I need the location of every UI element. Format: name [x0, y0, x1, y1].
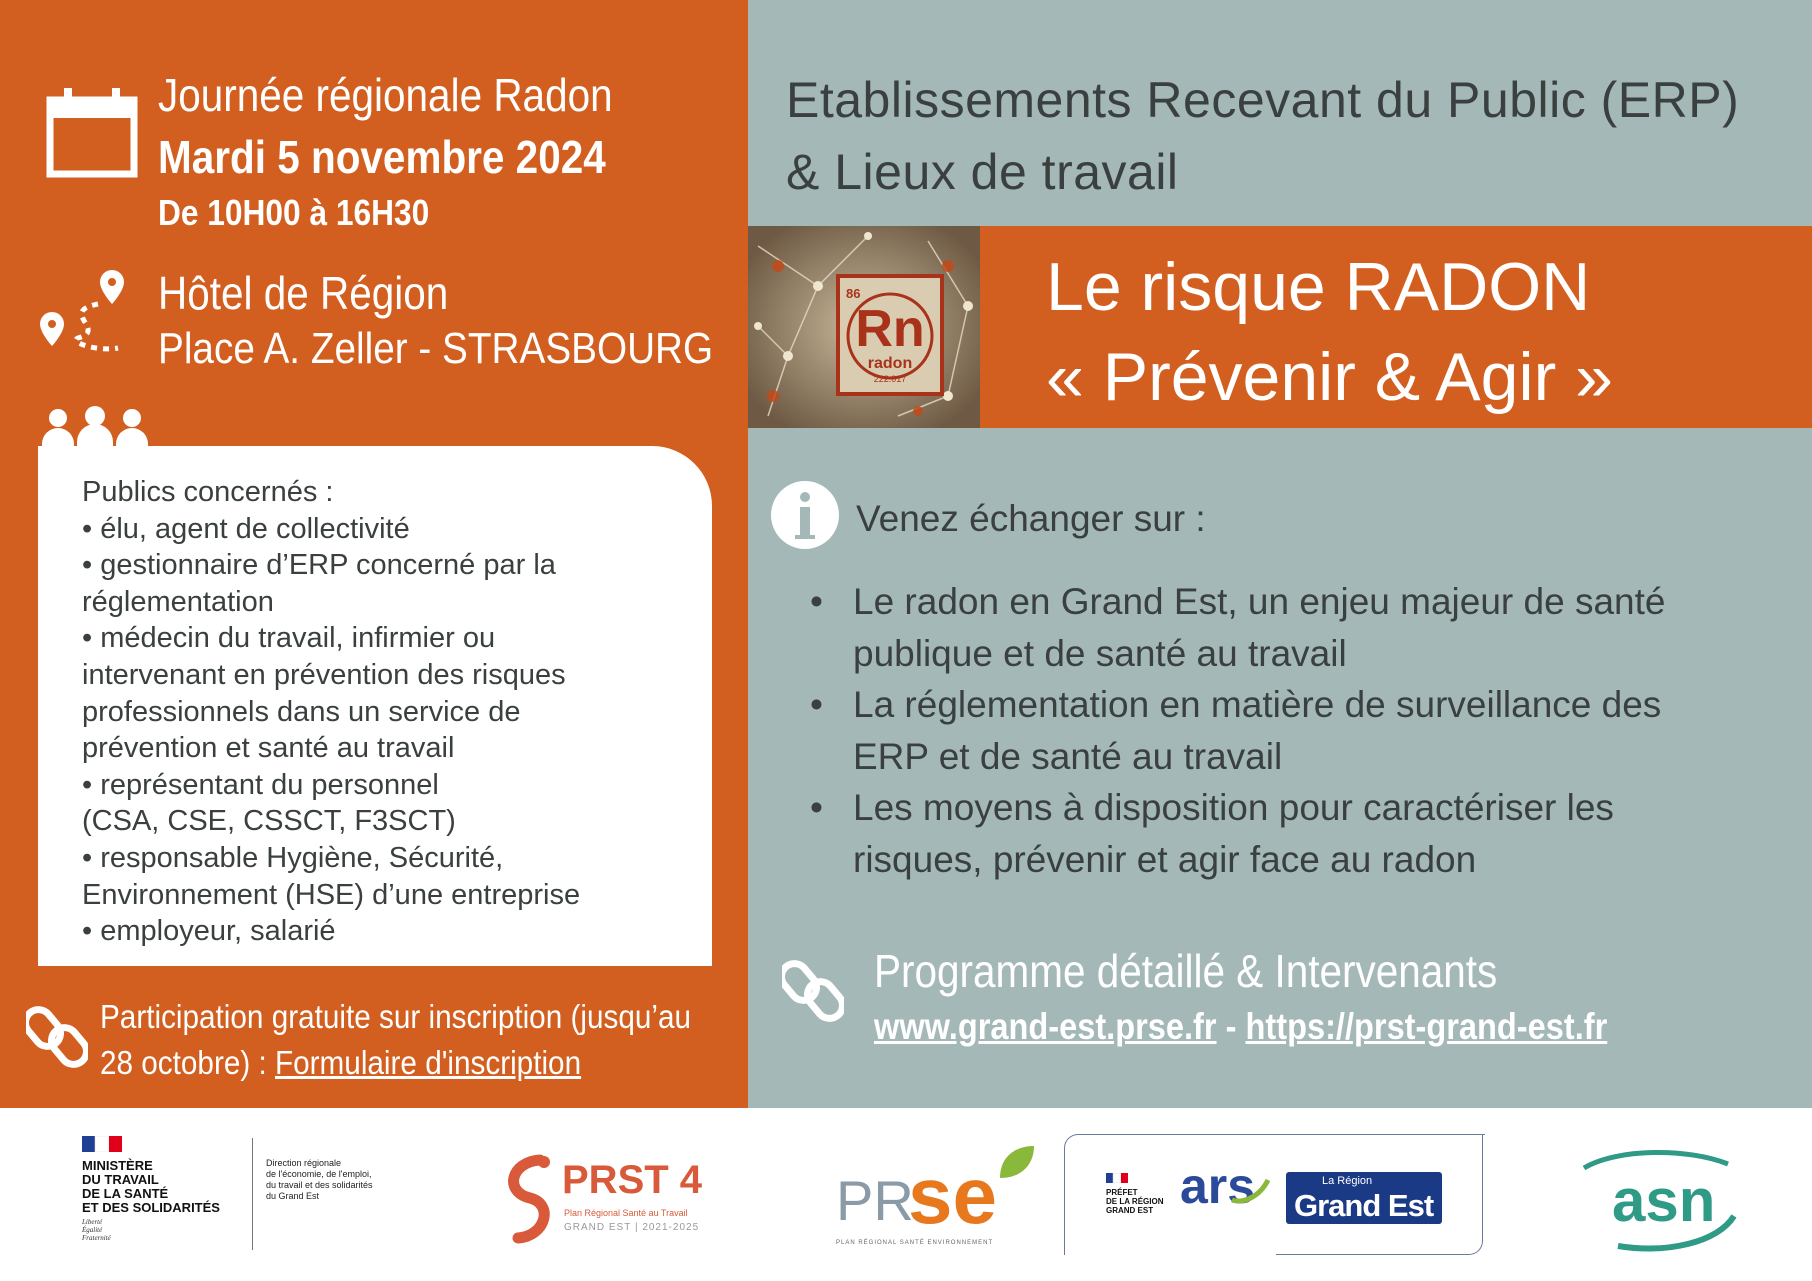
event-title: Journée régionale Radon	[158, 69, 613, 121]
info-intro: Venez échanger sur :	[856, 498, 1206, 539]
direction-regionale-text	[266, 1158, 373, 1202]
ars-swoosh-icon	[1230, 1176, 1270, 1206]
event-time: De 10H00 à 16H30	[158, 192, 430, 233]
asn-text: asn	[1612, 1167, 1716, 1234]
programme-links	[874, 1006, 1607, 1048]
topics-list	[810, 576, 1800, 885]
bullet-icon: •	[810, 581, 823, 622]
prefet-line: PRÉFET	[1106, 1188, 1138, 1197]
french-flag-small-icon	[1106, 1173, 1128, 1183]
prse-se: se	[908, 1151, 997, 1240]
ministere-line: MINISTÈRE	[82, 1158, 153, 1173]
topic-line: Le radon en Grand Est, un enjeu majeur de santé	[853, 581, 1666, 622]
venue-address: Place A. Zeller - STRASBOURG	[158, 324, 714, 373]
calendar-icon	[46, 86, 138, 178]
publics-line: professionnels dans un service de	[82, 695, 521, 728]
bullet-icon: •	[810, 787, 823, 828]
topic-line: La réglementation en matière de surveillance des	[853, 684, 1662, 725]
programme-title: Programme détaillé & Intervenants	[874, 945, 1498, 997]
location-route-icon	[38, 268, 126, 360]
prse-website-link[interactable]: www.grand-est.prse.fr	[874, 1006, 1217, 1047]
prse-subtitle: PLAN RÉGIONAL SANTÉ ENVIRONNEMENT	[836, 1240, 994, 1246]
participation-text	[100, 994, 692, 1086]
risk-title	[1046, 242, 1613, 422]
radon-network-illustration	[748, 226, 980, 428]
topic-line: risques, prévenir et agir face au radon	[853, 838, 1477, 880]
info-icon	[770, 480, 840, 550]
publics-heading: Publics concernés :	[82, 476, 334, 508]
ministere-line: DE LA SANTÉ	[82, 1186, 169, 1201]
region-grand-est-logo	[1286, 1172, 1442, 1224]
venue-name: Hôtel de Région	[158, 267, 449, 319]
topic-item	[810, 576, 1800, 679]
element-symbol: Rn	[855, 300, 925, 358]
prefet-line: DE LA RÉGION	[1106, 1197, 1164, 1206]
publics-line: • élu, agent de collectivité	[82, 512, 410, 545]
links-separator: -	[1216, 1006, 1246, 1047]
publics-line: • gestionnaire d’ERP concerné par la	[82, 549, 556, 582]
topic-item	[810, 782, 1800, 885]
erp-heading-line2: & Lieux de travail	[786, 144, 1179, 200]
prefet-logo	[1106, 1170, 1163, 1215]
devise-line: Égalité	[82, 1226, 103, 1234]
region-big-text: Grand Est	[1294, 1188, 1434, 1223]
publics-line: intervenant en prévention des risques	[82, 658, 566, 691]
direction-line: du Grand Est	[266, 1191, 320, 1201]
direction-line: du travail et des solidarités	[266, 1180, 373, 1190]
prst-swirl-icon	[500, 1152, 556, 1244]
topic-line: publique et de santé au travail	[853, 632, 1347, 674]
bullet-icon: •	[810, 684, 823, 725]
programme-link-icon	[782, 958, 844, 1024]
prst-region: GRAND EST | 2021-2025	[564, 1222, 700, 1233]
topic-item	[810, 679, 1800, 782]
erp-heading	[786, 64, 1796, 208]
element-number: 86	[846, 286, 861, 301]
leaf-icon	[996, 1142, 1036, 1182]
publics-line: Environnement (HSE) d’une entreprise	[82, 878, 581, 911]
french-flag-icon	[82, 1136, 122, 1152]
erp-heading-line1: Etablissements Recevant du Public (ERP)	[786, 72, 1740, 128]
devise-line: Liberté	[82, 1218, 103, 1226]
event-date: Mardi 5 novembre 2024	[158, 131, 606, 183]
devise-line: Fraternité	[82, 1234, 111, 1242]
ministere-logo	[82, 1136, 220, 1242]
prst-website-link[interactable]: https://prst-grand-est.fr	[1245, 1006, 1608, 1047]
publics-line: • employeur, salarié	[82, 915, 336, 948]
participation-line2: 28 octobre) :	[100, 1044, 276, 1081]
region-small-text: La Région	[1322, 1175, 1373, 1187]
topic-line: Les moyens à disposition pour caractériser les	[853, 787, 1614, 828]
publics-line: réglementation	[82, 585, 274, 618]
direction-line: de l'économie, de l'emploi,	[266, 1169, 372, 1179]
risk-title-line2: « Prévenir & Agir »	[1046, 339, 1613, 415]
ministere-divider	[252, 1138, 253, 1250]
radon-element-image	[748, 226, 980, 428]
prst-subtitle: Plan Régional Santé au Travail	[564, 1208, 688, 1218]
publics-line: (CSA, CSE, CSSCT, F3SCT)	[82, 805, 456, 838]
prefet-line: GRAND EST	[1106, 1206, 1154, 1215]
ministere-line: DU TRAVAIL	[82, 1172, 159, 1187]
publics-line: • médecin du travail, infirmier ou	[82, 622, 496, 655]
registration-form-link[interactable]: Formulaire d'inscription	[275, 1044, 582, 1081]
element-mass: 222.017	[873, 374, 907, 384]
prst-title: PRST 4	[562, 1158, 703, 1202]
asn-logo	[1578, 1146, 1738, 1256]
element-name: radon	[867, 355, 913, 372]
publics-list	[82, 474, 702, 950]
link-chain-icon	[26, 1004, 88, 1070]
publics-line: • représentant du personnel	[82, 768, 439, 801]
ars-text: ars	[1180, 1158, 1256, 1214]
prse-logo	[836, 1142, 1036, 1254]
publics-line: prévention et santé au travail	[82, 732, 455, 765]
ministere-line: ET DES SOLIDARITÉS	[82, 1200, 220, 1215]
participation-line1: Participation gratuite sur inscription (jusqu’au	[100, 998, 692, 1035]
topic-line: ERP et de santé au travail	[853, 735, 1283, 777]
publics-line: • responsable Hygiène, Sécurité,	[82, 841, 504, 874]
risk-title-line1: Le risque RADON	[1046, 249, 1591, 325]
direction-line: Direction régionale	[266, 1158, 342, 1168]
prse-pr: PR	[836, 1169, 914, 1232]
